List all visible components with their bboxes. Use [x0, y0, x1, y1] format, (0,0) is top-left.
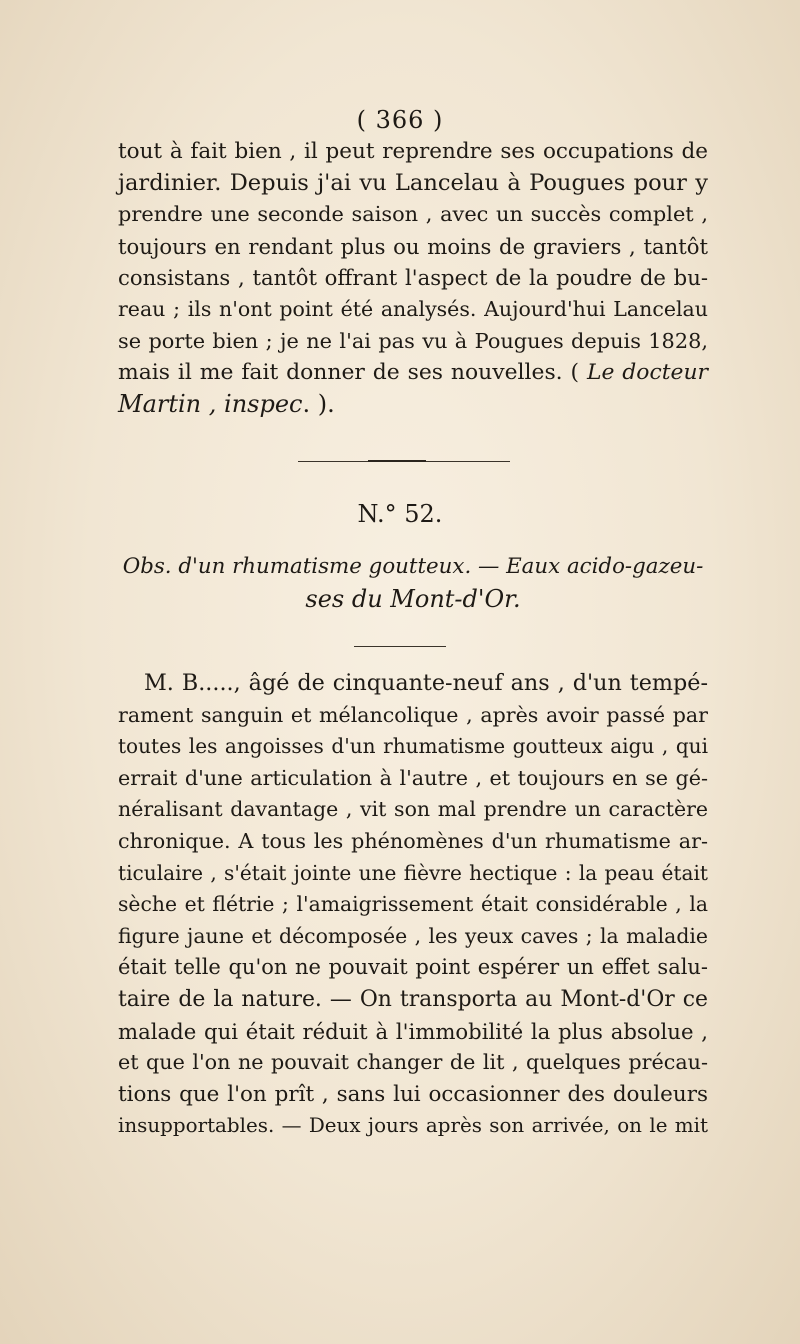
- text-line: était telle qu'on ne pouvait point espérer un effet salu-: [118, 955, 708, 980]
- text-line: sèche et flétrie ; l'amaigrissement était considérable , la: [118, 892, 708, 917]
- text-line: errait d'une articulation à l'autre , et toujours en se gé-: [118, 765, 708, 790]
- citation-author: Le docteur: [586, 360, 708, 386]
- text-run: . ).: [302, 389, 335, 418]
- text-line: M. B....., âgé de cinquante-neuf ans , d'un tempé-: [144, 670, 708, 696]
- text-line: ticulaire , s'était jointe une fièvre hectique : la peau était: [118, 860, 708, 885]
- text-line: malade qui était réduit à l'immobilité la plus absolue ,: [118, 1018, 708, 1044]
- page-number: ( 366 ): [356, 106, 444, 134]
- text-line: toujours en rendant plus ou moins de graviers , tantôt: [118, 233, 708, 259]
- text-line: reau ; ils n'ont point été analysés. Aujourd'hui Lancelau: [118, 296, 708, 321]
- observation-title: [118, 551, 708, 615]
- text-line: figure jaune et décomposée , les yeux caves ; la maladie: [118, 923, 708, 948]
- text-line: taire de la nature. — On transporta au Mont-d'Or ce: [118, 986, 708, 1012]
- text-line: insupportables. — Deux jours après son arrivée, on le mit: [118, 1114, 708, 1138]
- text-line: toutes les angoisses d'un rhumatisme goutteux aigu , qui: [118, 734, 708, 759]
- title-divider: [354, 646, 446, 647]
- text-line: [118, 389, 708, 421]
- text-line: se porte bien ; je ne l'ai pas vu à Pougues depuis 1828,: [118, 328, 708, 353]
- text-line: tout à fait bien , il peut reprendre ses occupations de: [118, 139, 708, 164]
- observation-number: N.° 52.: [357, 500, 443, 528]
- text-line: prendre une seconde saison , avec un succès complet ,: [118, 202, 708, 227]
- observation-title-line: ses du Mont-d'Or.: [305, 585, 521, 613]
- section-divider-center: [368, 460, 426, 462]
- text-line: et que l'on ne pouvait changer de lit , quelques précau-: [118, 1050, 708, 1075]
- paragraph-lancelau: [118, 136, 708, 420]
- paragraph-observation: [118, 668, 708, 1142]
- citation-author-name: Martin , inspec: [118, 389, 303, 418]
- text-run: mais il me fait donner de ses nouvelles. (: [118, 360, 587, 386]
- text-line: consistans , tantôt offrant l'aspect de la poudre de bu-: [118, 265, 708, 291]
- text-line: jardinier. Depuis j'ai vu Lancelau à Pougues pour y: [118, 169, 708, 196]
- text-line: chronique. A tous les phénomènes d'un rhumatisme ar-: [118, 828, 708, 853]
- text-line: néralisant davantage , vit son mal prendre un caractère: [118, 797, 708, 822]
- text-line: tions que l'on prît , sans lui occasionner des douleurs: [118, 1081, 708, 1107]
- observation-title-line: Obs. d'un rhumatisme goutteux. — Eaux acido-gazeu-: [122, 554, 704, 579]
- text-line: rament sanguin et mélancolique , après avoir passé par: [118, 702, 708, 727]
- text-line: [118, 357, 708, 389]
